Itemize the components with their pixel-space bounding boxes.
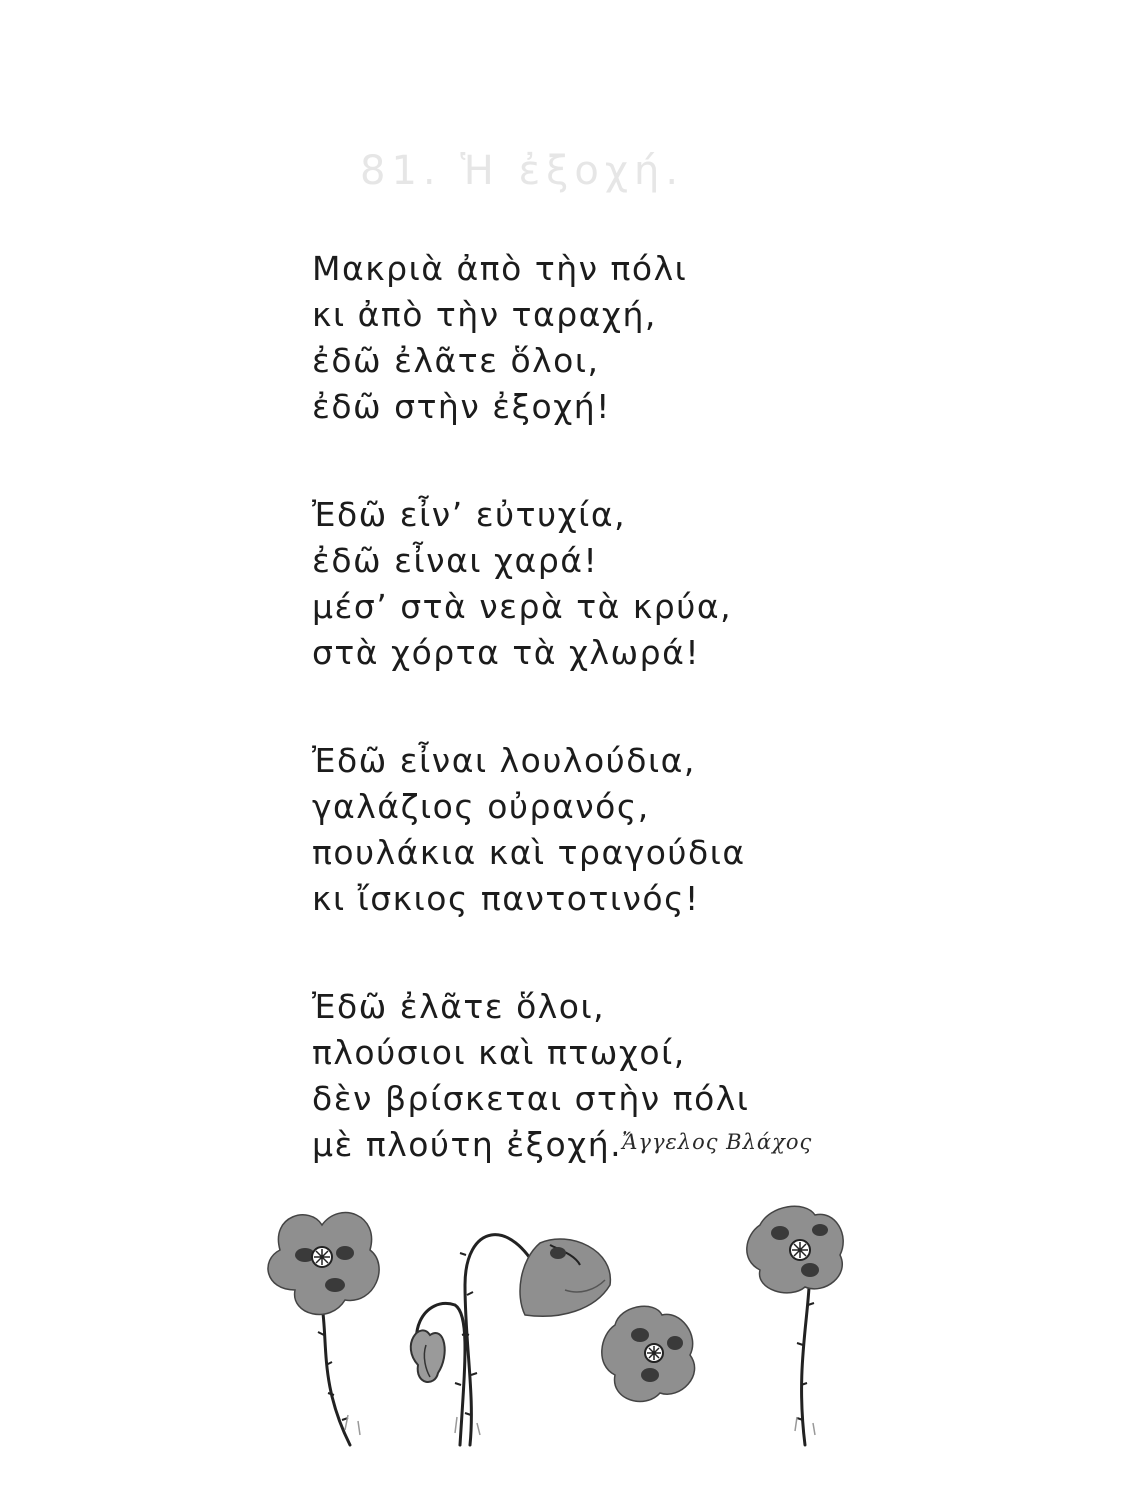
poppy-flowers-illustration [250, 1195, 870, 1455]
grass-strokes [345, 1415, 815, 1435]
poppy-flower-right [747, 1206, 843, 1293]
poem-line: Ἐδῶ εἶν’ εὐτυχία, [312, 495, 627, 534]
poem-line: ἐδῶ στὴν ἐξοχή! [312, 387, 611, 426]
stanza-3 [312, 738, 872, 922]
poppy-flower-drooping [520, 1239, 610, 1316]
poem-line: γαλάζιος οὐρανός, [312, 787, 650, 826]
poem-line: μὲ πλούτη ἐξοχή. [312, 1125, 623, 1164]
poem-title: 81. Ἡ ἐξοχή. [360, 148, 685, 194]
poem-line: κι ἴσκιος παντοτινός! [312, 879, 700, 918]
poem-line: Μακριὰ ἀπὸ τὴν πόλι [312, 249, 688, 288]
poppy-flower-center-right [602, 1306, 695, 1401]
poem-line: Ἐδῶ εἶναι λουλούδια, [312, 741, 696, 780]
poem-line: πλούσιοι καὶ πτωχοί, [312, 1033, 686, 1072]
poem-line: δὲν βρίσκεται στὴν πόλι [312, 1079, 750, 1118]
poem-line: κι ἀπὸ τὴν ταραχή, [312, 295, 657, 334]
poppy-bud [411, 1330, 445, 1382]
poem-line: στὰ χόρτα τὰ χλωρά! [312, 633, 701, 672]
poem-line: Ἐδῶ ἐλᾶτε ὅλοι, [312, 987, 606, 1026]
poppy-flower-left [268, 1213, 379, 1315]
poem-line: ἐδῶ ἐλᾶτε ὅλοι, [312, 341, 600, 380]
poem-body [312, 246, 872, 1230]
poem-line: ἐδῶ εἶναι χαρά! [312, 541, 599, 580]
poem-line: μέσ’ στὰ νερὰ τὰ κρύα, [312, 587, 733, 626]
poem-line: πουλάκια καὶ τραγούδια [312, 833, 746, 872]
stanza-1 [312, 246, 872, 430]
stanza-2 [312, 492, 872, 676]
poem-author: Ἄγγελος Βλάχος [622, 1130, 813, 1154]
